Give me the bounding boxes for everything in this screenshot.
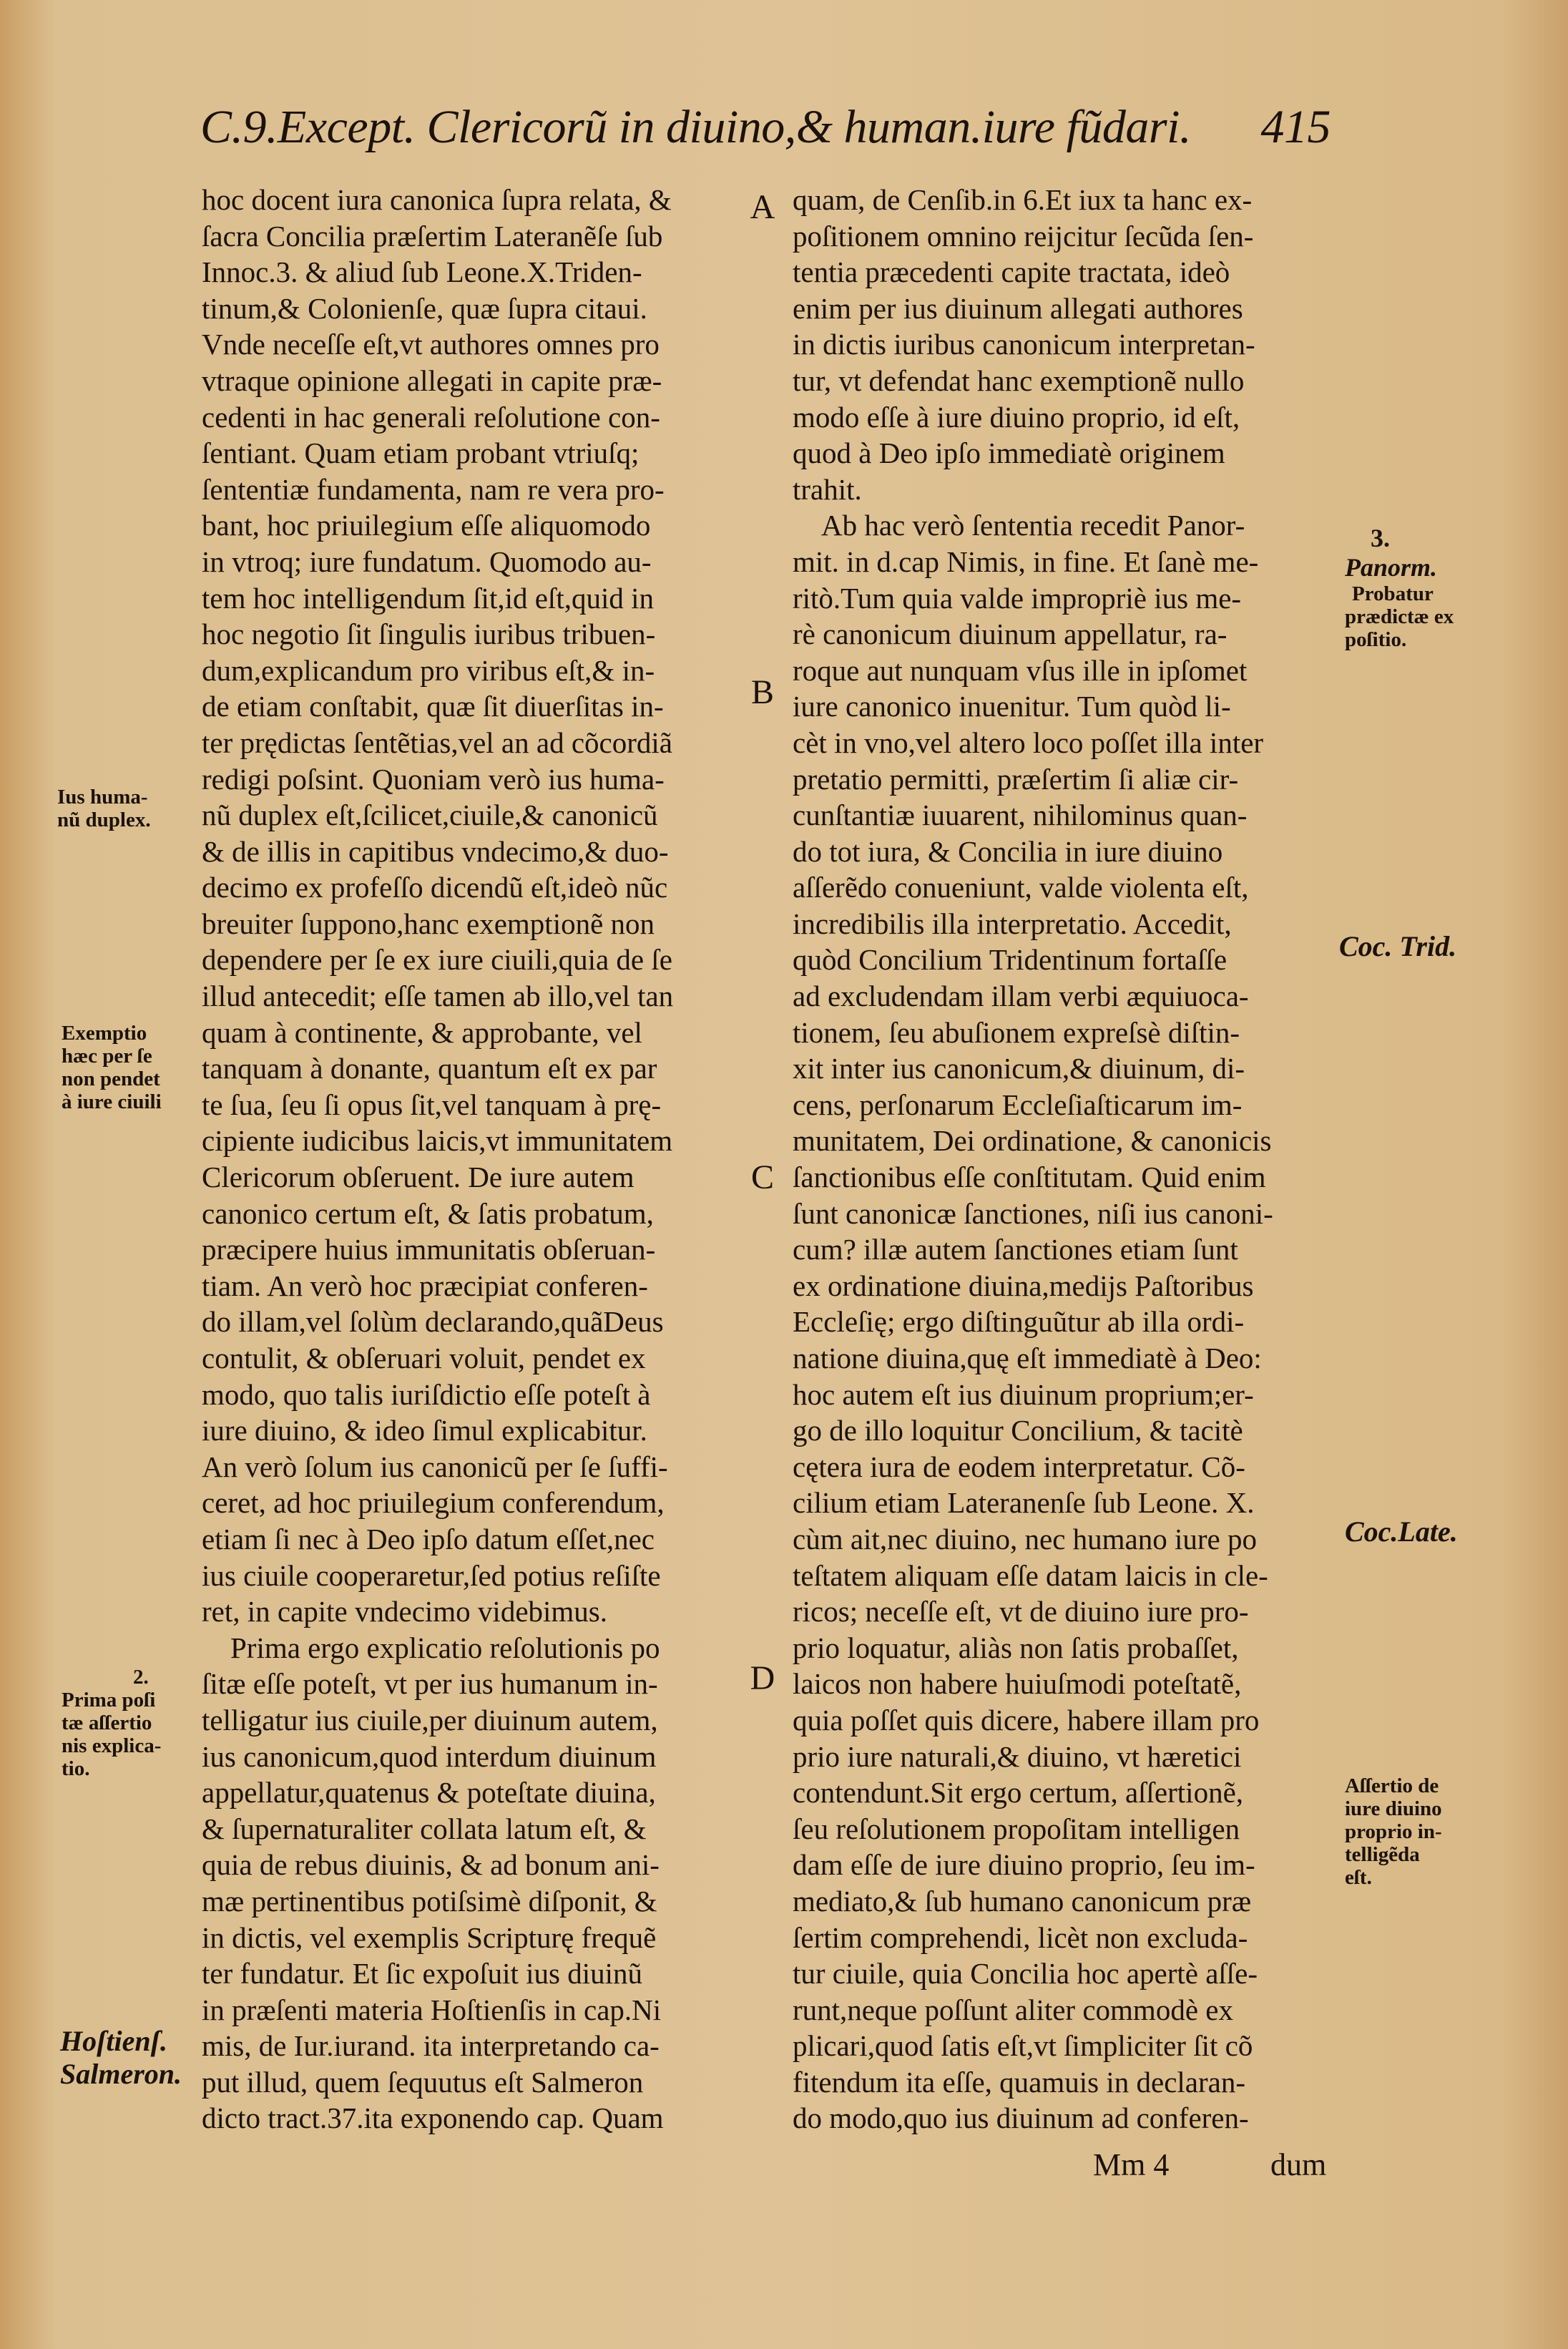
- text-line: trahit.: [793, 472, 862, 506]
- text-line: cilium etiam Lateranenſe ſub Leone. X.: [793, 1486, 1255, 1520]
- signature-mark: Mm 4: [1093, 2147, 1170, 2182]
- running-header: [200, 100, 1359, 172]
- text-line: in dictis, vel exemplis Scripturę frequẽ: [202, 1920, 657, 1954]
- text-line: tinum,& Colonienſe, quæ ſupra citaui.: [202, 291, 647, 325]
- text-line: teſtatem aliquam eſſe datam laicis in cle-: [793, 1558, 1268, 1592]
- text-line: ricos; neceſſe eſt, vt de diuino iure pro-: [793, 1595, 1249, 1628]
- margin-note-conc-trid: Coc. Trid.: [1339, 930, 1457, 962]
- text-line: dependere per ſe ex iure ciuili,quia de ſe: [202, 943, 672, 977]
- text-line: cedenti in hac generali reſolutione con-: [202, 400, 660, 434]
- text-line: poſitionem omnino reijcitur ſecũda ſen-: [793, 219, 1254, 253]
- text-line: illud antecedit; eſſe tamen ab illo,vel tan: [202, 980, 674, 1013]
- text-line: do illam,vel ſolùm declarando,quãDeus: [202, 1305, 664, 1339]
- text-line: hoc negotio ſit ſingulis iuribus tribuen-: [202, 617, 656, 651]
- text-line: An verò ſolum ius canonicũ per ſe ſuffi-: [202, 1450, 668, 1483]
- margin-note-assertio: Aſſertio de iure diuino proprio in- telligẽda eſt.: [1345, 1774, 1442, 1889]
- text-line: incredibilis illa interpretatio. Accedit,: [793, 907, 1232, 940]
- text-line: tur, vt defendat hanc exemptionẽ nullo: [793, 363, 1245, 397]
- text-line: quam, de Cenſib.in 6.Et iux ta hanc ex-: [793, 183, 1253, 216]
- text-line: modo eſſe à iure diuino proprio, id eſt,: [793, 400, 1240, 434]
- text-line: tentia præcedenti capite tractata, ideò: [793, 255, 1230, 289]
- text-line: ad excludendam illam verbi æquiuoca-: [793, 980, 1249, 1013]
- text-line: contulit, & obſeruari voluit, pendet ex: [202, 1342, 646, 1374]
- text-line: telligatur ius ciuile,per diuinum autem,: [202, 1703, 658, 1737]
- text-line: tem hoc intelligendum ſit,id eſt,quid in: [202, 581, 654, 615]
- text-line: quia de rebus diuinis, & ad bonum ani-: [202, 1848, 660, 1882]
- text-line: Eccleſię; ergo diſtinguũtur ab illa ordi-: [793, 1305, 1245, 1339]
- text-line: ſunt canonicæ ſanctiones, niſi ius canoni-: [793, 1196, 1273, 1230]
- text-line: etiam ſi nec à Deo ipſo datum eſſet,nec: [202, 1522, 655, 1556]
- text-line: ſentiant. Quam etiam probant vtriuſq;: [202, 436, 640, 470]
- text-line: dicto tract.37.ita exponendo cap. Quam: [202, 2101, 664, 2135]
- text-line: ſertim comprehendi, licèt non excluda-: [793, 1920, 1248, 1954]
- margin-note-conc-late: Coc.Late.: [1345, 1515, 1458, 1548]
- text-line: mit. in d.cap Nimis, in fine. Et ſanè me-: [793, 544, 1259, 578]
- header-title: C.9.Except. Clericorũ in diuino,& human.iure fũdari.: [200, 101, 1191, 153]
- text-line: laicos non habere huiuſmodi poteſtatẽ,: [793, 1667, 1242, 1701]
- text-line: breuiter ſuppono,hanc exemptionẽ non: [202, 907, 655, 940]
- text-line: runt,neque poſſunt aliter commodè ex: [793, 1993, 1233, 2026]
- text-line: ius ciuile cooperaretur,ſed potius reſiſte: [202, 1558, 661, 1592]
- section-letter-d: D: [750, 1659, 775, 1697]
- text-line: ſeu reſolutionem propoſitam intelligen: [793, 1812, 1240, 1845]
- text-line: præcipere huius immunitatis obſeruan-: [202, 1233, 656, 1266]
- text-line: munitatem, Dei ordinatione, & canonicis: [793, 1124, 1272, 1158]
- text-line: quod à Deo ipſo immediatè originem: [793, 436, 1225, 470]
- text-line: mæ pertinentibus potiſsimè diſponit, &: [202, 1884, 657, 1918]
- text-line: decimo ex profeſſo dicendũ eſt,ideò nũc: [202, 871, 668, 904]
- text-line: de etiam conſtabit, quæ ſit diuerſitas in-: [202, 690, 664, 723]
- text-line: modo, quo talis iuriſdictio eſſe poteſt à: [202, 1377, 651, 1411]
- text-line: tiam. An verò hoc præcipiat conferen-: [202, 1269, 648, 1302]
- text-line: dam eſſe de iure diuino proprio, ſeu im-: [793, 1848, 1255, 1882]
- text-line: prio iure naturali,& diuino, vt hæretici: [793, 1739, 1242, 1773]
- text-line: iure canonico inuenitur. Tum quòd li-: [793, 690, 1231, 723]
- text-line: roque aut nunquam vſus ille in ipſomet: [793, 653, 1248, 687]
- text-line: cętera iura de eodem interpretatur. Cõ-: [793, 1450, 1245, 1483]
- text-line: ex ordinatione diuina,medijs Paſtoribus: [793, 1269, 1254, 1302]
- text-line: canonico certum eſt, & ſatis probatum,: [202, 1196, 654, 1230]
- text-line: pretatio permitti, præſertim ſi aliæ cir-: [793, 762, 1239, 796]
- text-line: Vnde neceſſe eſt,vt authores omnes pro: [202, 328, 660, 361]
- text-line: ret, in capite vndecimo videbimus.: [202, 1595, 608, 1628]
- text-line: ter prędictas ſentẽtias,vel an ad cõcordiã: [202, 726, 672, 759]
- text-line: go de illo loquitur Concilium, & tacitè: [793, 1414, 1243, 1447]
- text-line: & de illis in capitibus vndecimo,& duo-: [202, 834, 669, 868]
- text-line: Prima ergo explicatio reſolutionis po: [230, 1631, 660, 1664]
- text-line: Clericorum obſeruent. De iure autem: [202, 1161, 634, 1194]
- section-letter-a: A: [750, 188, 775, 226]
- text-line: ter fundatur. Et ſic expoſuit ius diuinũ: [202, 1957, 643, 1991]
- text-line: rè canonicum diuinum appellatur, ra-: [793, 617, 1228, 651]
- margin-note-ius-humanum: Ius huma- nũ duplex.: [57, 786, 151, 831]
- text-line: do modo,quo ius diuinum ad conferen-: [793, 2101, 1249, 2135]
- margin-note-exemptio: Exemptio hæc per ſe non pendet à iure ciuili: [62, 1022, 162, 1113]
- text-line: & ſupernaturaliter collata latum eſt, &: [202, 1812, 647, 1845]
- text-line: aſſerẽdo conueniunt, valde violenta eſt,: [793, 871, 1249, 904]
- margin-note-prima-explicatio: 2. Prima poſi tæ aſſertio nis explica- tio.: [62, 1666, 162, 1780]
- text-line: ritò.Tum quia valde impropriè ius me-: [793, 581, 1242, 615]
- catchword: dum: [1270, 2147, 1327, 2182]
- text-line: Ab hac verò ſententia recedit Panor-: [821, 509, 1245, 542]
- section-letter-c: C: [750, 1158, 774, 1196]
- text-line: enim per ius diuinum allegati authores: [793, 291, 1243, 325]
- text-line: hoc autem eſt ius diuinum proprium;er-: [793, 1377, 1254, 1411]
- text-line: vtraque opinione allegati in capite præ-: [202, 363, 662, 397]
- left-text-column: [202, 182, 745, 2136]
- text-line: te ſua, ſeu ſi opus ſit,vel tanquam à prę-: [202, 1088, 662, 1121]
- text-line: in præſenti materia Hoſtienſis in cap.Ni: [202, 1993, 662, 2026]
- text-line: ceret, ad hoc priuilegium conferendum,: [202, 1486, 665, 1520]
- text-line: bant, hoc priuilegium eſſe aliquomodo: [202, 509, 651, 542]
- text-line: Innoc.3. & aliud ſub Leone.X.Triden-: [202, 255, 642, 289]
- margin-note-panormitanus: 3. Panorm. Probatur prædictæ ex poſitio.: [1345, 524, 1454, 651]
- right-text-column: [793, 182, 1343, 2136]
- text-line: tanquam à donante, quantum eſt ex par: [202, 1052, 657, 1085]
- text-line: quia poſſet quis dicere, habere illam pro: [793, 1703, 1260, 1737]
- text-line: cèt in vno,vel altero loco poſſet illa inter: [793, 726, 1264, 759]
- text-line: xit inter ius canonicum,& diuinum, di-: [793, 1052, 1245, 1085]
- text-line: contendunt.Sit ergo certum, aſſertionẽ,: [793, 1776, 1244, 1810]
- page-number: 415: [1260, 101, 1331, 153]
- text-line: quòd Concilium Tridentinum fortaſſe: [793, 943, 1228, 977]
- margin-note-hostiensis: Hoſtienſ. Salmeron.: [60, 2025, 182, 2090]
- text-line: tur ciuile, quia Concilia hoc apertè aſſe-: [793, 1957, 1258, 1991]
- text-line: hoc docent iura canonica ſupra relata, &: [202, 183, 672, 216]
- text-line: cunſtantiæ iuuarent, nihilominus quan-: [793, 799, 1248, 832]
- text-line: ius canonicum,quod interdum diuinum: [202, 1739, 657, 1773]
- text-line: cens, perſonarum Eccleſiaſticarum im-: [793, 1088, 1243, 1121]
- text-line: appellatur,quatenus & poteſtate diuina,: [202, 1776, 656, 1810]
- text-line: fitendum ita eſſe, quamuis in declaran-: [793, 2065, 1245, 2099]
- text-line: ſententiæ fundamenta, nam re vera pro-: [202, 472, 665, 506]
- section-letter-b: B: [750, 673, 774, 711]
- text-line: cùm ait,nec diuino, nec humano iure po: [793, 1522, 1257, 1556]
- text-line: redigi poſsint. Quoniam verò ius huma-: [202, 762, 665, 796]
- text-line: plicari,quod ſatis eſt,vt ſimpliciter ſit cõ: [793, 2029, 1253, 2063]
- text-line: prio loquatur, aliàs non ſatis probaſſet,: [793, 1631, 1239, 1664]
- text-line: ſanctionibus eſſe conſtitutam. Quid enim: [793, 1161, 1266, 1194]
- text-line: iure diuino, & ideo ſimul explicabitur.: [202, 1414, 647, 1447]
- text-line: tionem, ſeu abuſionem expreſsè diſtin-: [793, 1015, 1240, 1049]
- text-line: cipiente iudicibus laicis,vt immunitatem: [202, 1124, 673, 1158]
- text-line: natione diuina,quę eſt immediatè à Deo:: [793, 1342, 1262, 1374]
- text-line: ſitæ eſſe poteſt, vt per ius humanum in-: [202, 1667, 658, 1701]
- text-line: cum? illæ autem ſanctiones etiam ſunt: [793, 1233, 1238, 1266]
- text-line: dum,explicandum pro viribus eſt,& in-: [202, 653, 655, 687]
- text-line: mediato,& ſub humano canonicum præ: [793, 1884, 1252, 1918]
- text-line: ſacra Concilia præſertim Lateranẽſe ſub: [202, 219, 663, 253]
- text-line: nũ duplex eſt,ſcilicet,ciuile,& canonicũ: [202, 799, 658, 832]
- text-line: quam à continente, & approbante, vel: [202, 1015, 642, 1049]
- text-line: in vtroq; iure fundatum. Quomodo au-: [202, 544, 652, 578]
- text-line: in dictis iuribus canonicum interpretan-: [793, 328, 1255, 361]
- text-line: do tot iura, & Concilia in iure diuino: [793, 834, 1223, 868]
- text-line: mis, de Iur.iurand. ita interpretando ca-: [202, 2029, 660, 2063]
- text-line: put illud, quem ſequutus eſt Salmeron: [202, 2065, 644, 2099]
